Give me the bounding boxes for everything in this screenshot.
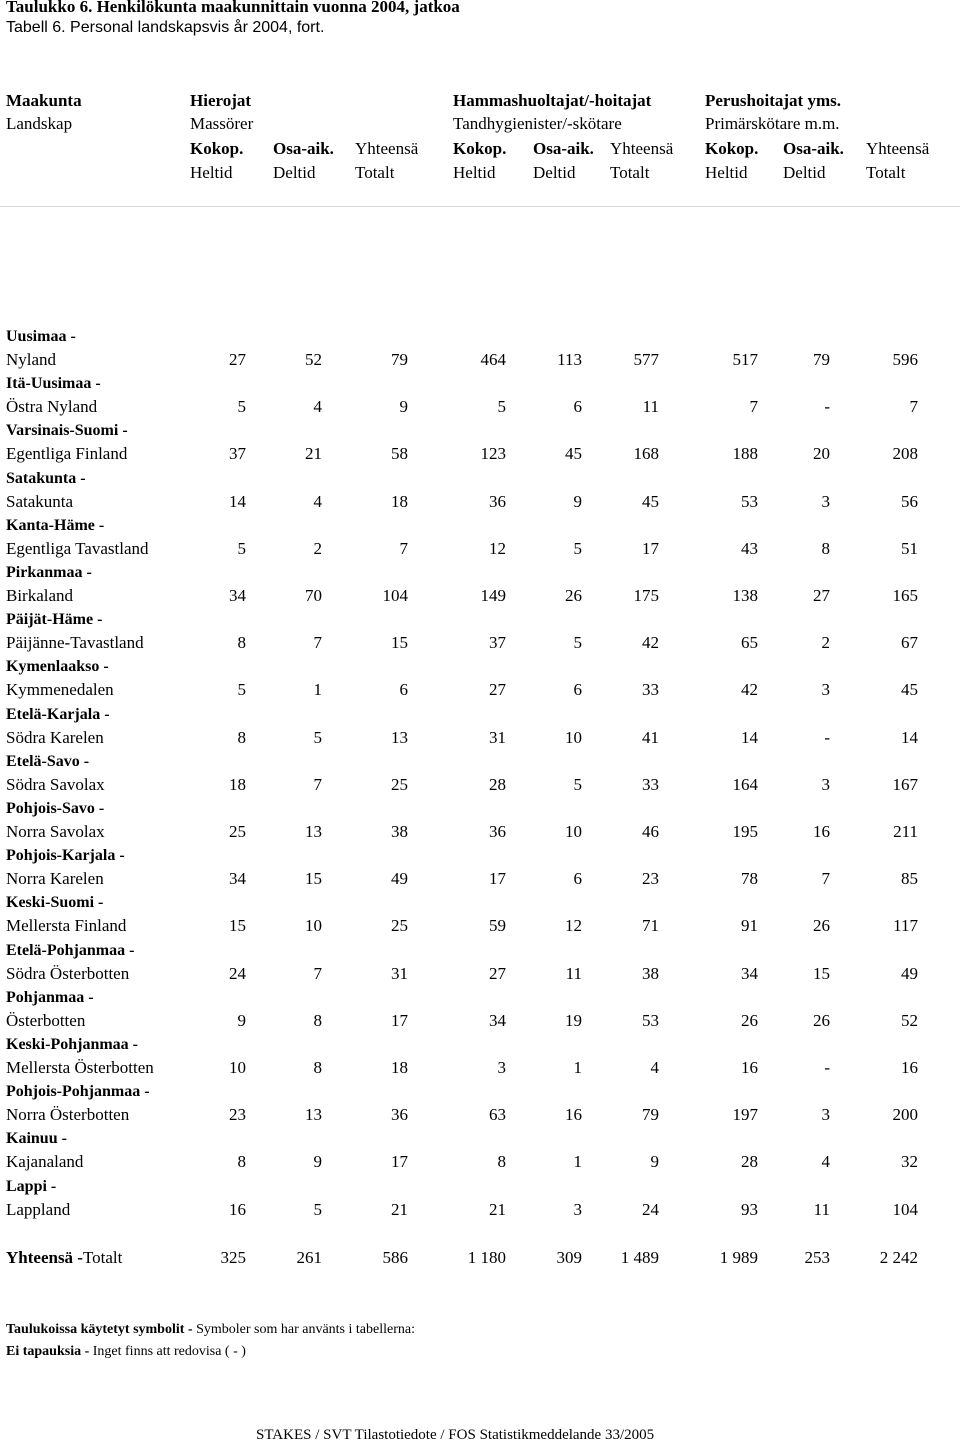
table-cell: 8 bbox=[237, 1152, 246, 1172]
region-name-fi: Pohjois-Pohjanmaa - bbox=[6, 1083, 150, 1101]
table-cell: 104 bbox=[382, 586, 408, 605]
table-cell: 8 bbox=[821, 538, 830, 558]
region-header-fi: Maakunta bbox=[6, 91, 82, 110]
region-name-sv: Lappland bbox=[6, 1199, 71, 1219]
table-cell: 165 bbox=[892, 586, 918, 605]
table-cell: 27 bbox=[813, 586, 830, 605]
footnote-symbols-sv: Symboler som har använts i tabellerna: bbox=[196, 1322, 415, 1337]
group-header-sv: Primärskötare m.m. bbox=[705, 114, 840, 133]
total-cell: 1 489 bbox=[620, 1248, 659, 1267]
table-cell: 4 bbox=[650, 1058, 659, 1077]
table-cell: 5 bbox=[237, 680, 246, 700]
region-name-fi: Pohjanmaa - bbox=[6, 988, 94, 1006]
table-cell: 52 bbox=[305, 350, 322, 369]
table-cell: 49 bbox=[901, 963, 918, 983]
table-cell: 78 bbox=[741, 869, 758, 889]
footnote-na-fi: Ei tapauksia - bbox=[6, 1344, 93, 1359]
table-cell: 7 bbox=[313, 633, 322, 653]
footnote-symbols-fi: Taulukoissa käytetyt symbolit - bbox=[6, 1322, 197, 1337]
table-cell: 28 bbox=[489, 774, 506, 794]
table-cell: 3 bbox=[497, 1058, 506, 1077]
table-cell: 14 bbox=[901, 727, 918, 747]
region-name-fi: Pohjois-Savo - bbox=[6, 800, 105, 817]
table-cell: 5 bbox=[573, 633, 582, 653]
table-cell: 34 bbox=[229, 586, 246, 605]
table-cell: 10 bbox=[565, 822, 582, 841]
table-cell: 167 bbox=[892, 774, 918, 794]
table-cell: 70 bbox=[305, 586, 322, 605]
table-cell: 8 bbox=[313, 1010, 322, 1030]
table-cell: 9 bbox=[313, 1152, 322, 1172]
table-cell: 188 bbox=[732, 444, 758, 464]
table-cell: 1 bbox=[573, 1152, 582, 1172]
total-cell: 309 bbox=[556, 1248, 582, 1267]
total-label bbox=[6, 1248, 122, 1268]
table-cell: 8 bbox=[237, 633, 246, 653]
subheader-fi: Kokop. bbox=[453, 139, 507, 158]
region-name-fi: Pohjois-Karjala - bbox=[6, 847, 125, 865]
table-cell: 85 bbox=[901, 869, 918, 889]
region-name-sv: Nyland bbox=[6, 350, 57, 369]
table-cell: 14 bbox=[229, 491, 246, 511]
region-name-fi: Itä-Uusimaa - bbox=[6, 375, 101, 393]
table-cell: 149 bbox=[480, 586, 506, 605]
table-cell: 7 bbox=[313, 963, 322, 983]
subheader-sv: Heltid bbox=[705, 163, 748, 182]
table-cell: 25 bbox=[391, 774, 408, 794]
table-cell: 59 bbox=[489, 916, 506, 936]
table-cell: 8 bbox=[313, 1058, 322, 1077]
subheader-fi: Yhteensä bbox=[355, 139, 419, 158]
table-cell: 9 bbox=[399, 397, 408, 417]
table-cell: 16 bbox=[901, 1058, 918, 1077]
subheader-fi: Yhteensä bbox=[610, 139, 674, 158]
table-cell: 53 bbox=[741, 491, 758, 511]
table-cell: 25 bbox=[229, 822, 246, 841]
region-name-sv: Egentliga Tavastland bbox=[6, 538, 149, 558]
table-cell: 12 bbox=[489, 538, 506, 558]
table-cell: 4 bbox=[313, 397, 322, 417]
table-cell: 18 bbox=[391, 491, 408, 511]
subheader-sv: Heltid bbox=[190, 163, 233, 182]
table-cell: 596 bbox=[892, 350, 918, 369]
total-cell: 325 bbox=[220, 1248, 246, 1267]
table-cell: 21 bbox=[305, 444, 322, 464]
table-cell: 15 bbox=[305, 869, 322, 889]
table-cell: 34 bbox=[489, 1010, 506, 1030]
subheader-sv: Totalt bbox=[610, 163, 650, 182]
table-cell: 168 bbox=[633, 444, 659, 464]
table-cell: 3 bbox=[821, 491, 830, 511]
table-cell: 13 bbox=[391, 727, 408, 747]
region-header-sv: Landskap bbox=[6, 114, 73, 133]
table-cell: 6 bbox=[399, 680, 408, 700]
table-cell: 5 bbox=[573, 774, 582, 794]
region-name-fi: Satakunta - bbox=[6, 469, 86, 487]
table-cell: 2 bbox=[313, 538, 322, 558]
table-cell: 52 bbox=[901, 1010, 918, 1030]
footnote-symbols bbox=[6, 1322, 415, 1338]
table-cell: - bbox=[824, 727, 830, 747]
region-name-sv: Kajanaland bbox=[6, 1152, 84, 1172]
table-cell: 8 bbox=[237, 727, 246, 747]
table-cell: 104 bbox=[892, 1199, 918, 1219]
table-cell: 195 bbox=[732, 822, 758, 841]
table-cell: 4 bbox=[821, 1152, 830, 1172]
table-cell: 38 bbox=[391, 822, 408, 841]
table-cell: 10 bbox=[229, 1058, 246, 1077]
group-header-fi: Hierojat bbox=[190, 91, 252, 110]
table-cell: 10 bbox=[305, 916, 322, 936]
table-cell: 138 bbox=[732, 586, 758, 605]
table-cell: 26 bbox=[565, 586, 582, 605]
table-cell: 16 bbox=[741, 1058, 758, 1077]
region-name-sv: Norra Savolax bbox=[6, 822, 105, 841]
table-cell: 24 bbox=[642, 1199, 659, 1219]
table-cell: 3 bbox=[821, 1105, 830, 1125]
table-cell: 10 bbox=[565, 727, 582, 747]
group-header-fi: Perushoitajat yms. bbox=[705, 91, 841, 110]
table-cell: 17 bbox=[489, 869, 506, 889]
table-cell: 25 bbox=[391, 916, 408, 936]
region-name-fi: Kanta-Häme - bbox=[6, 516, 105, 534]
table-cell: 2 bbox=[821, 633, 830, 653]
region-name-sv: Mellersta Finland bbox=[6, 916, 127, 936]
table-cell: 117 bbox=[893, 916, 918, 936]
table-cell: 36 bbox=[489, 491, 506, 511]
subheader-fi: Yhteensä bbox=[866, 139, 930, 158]
table-cell: 7 bbox=[821, 869, 830, 889]
table-cell: 11 bbox=[565, 963, 582, 983]
table-cell: 17 bbox=[391, 1152, 408, 1172]
table-cell: 5 bbox=[313, 1199, 322, 1219]
table-cell: 1 bbox=[313, 680, 322, 700]
table-cell: 1 bbox=[573, 1058, 582, 1077]
header-divider bbox=[0, 206, 960, 207]
table-cell: - bbox=[824, 397, 830, 417]
table-cell: 31 bbox=[391, 963, 408, 983]
region-name-fi: Varsinais-Suomi - bbox=[6, 422, 128, 440]
subheader-sv: Deltid bbox=[783, 163, 826, 182]
page-footer: STAKES / SVT Tilastotiedote / FOS Statistikmeddelande 33/2005 bbox=[256, 1427, 655, 1443]
subheader-fi: Kokop. bbox=[705, 139, 759, 158]
region-name-fi: Uusimaa - bbox=[6, 328, 76, 345]
region-name-fi: Etelä-Pohjanmaa - bbox=[6, 941, 135, 959]
table-cell: 63 bbox=[489, 1105, 506, 1125]
table-cell: 15 bbox=[813, 963, 830, 983]
table-cell: 36 bbox=[489, 822, 506, 841]
table-cell: 113 bbox=[557, 350, 582, 369]
table-cell: 16 bbox=[565, 1105, 582, 1125]
table-cell: 36 bbox=[391, 1105, 408, 1125]
table-cell: 464 bbox=[480, 350, 506, 369]
table-cell: 15 bbox=[229, 916, 246, 936]
table-cell: 56 bbox=[901, 491, 918, 511]
table-cell: 7 bbox=[399, 538, 408, 558]
table-cell: 9 bbox=[573, 491, 582, 511]
subheader-fi: Kokop. bbox=[190, 139, 244, 158]
table-cell: 42 bbox=[741, 680, 758, 700]
table-cell: 53 bbox=[642, 1010, 659, 1030]
region-name-fi: Etelä-Karjala - bbox=[6, 705, 110, 723]
table-cell: 19 bbox=[565, 1010, 582, 1030]
table-cell: 577 bbox=[633, 350, 659, 369]
table-cell: 16 bbox=[229, 1199, 246, 1219]
table-cell: 24 bbox=[229, 963, 246, 983]
region-name-sv: Birkaland bbox=[6, 586, 74, 605]
total-label-fi: Yhteensä - bbox=[6, 1248, 83, 1267]
table-cell: 38 bbox=[642, 963, 659, 983]
table-cell: 6 bbox=[573, 680, 582, 700]
region-name-sv: Norra Österbotten bbox=[6, 1105, 130, 1125]
total-label-sv: Totalt bbox=[82, 1248, 123, 1267]
table-cell: 13 bbox=[305, 1105, 322, 1125]
table-cell: 16 bbox=[813, 822, 830, 841]
region-name-sv: Norra Karelen bbox=[6, 869, 104, 889]
table-cell: 12 bbox=[565, 916, 582, 936]
table-cell: 41 bbox=[642, 727, 659, 747]
table-cell: 79 bbox=[391, 350, 408, 369]
table-cell: 91 bbox=[741, 916, 758, 936]
total-cell: 586 bbox=[382, 1248, 408, 1267]
table-cell: 67 bbox=[901, 633, 918, 653]
total-cell: 1 180 bbox=[467, 1248, 506, 1267]
region-name-sv: Södra Österbotten bbox=[6, 963, 130, 983]
table-cell: 26 bbox=[813, 1010, 830, 1030]
table-cell: 51 bbox=[901, 538, 918, 558]
total-cell: 1 989 bbox=[719, 1248, 758, 1267]
table-cell: 7 bbox=[313, 774, 322, 794]
table-cell: 208 bbox=[892, 444, 918, 464]
table-cell: 34 bbox=[741, 963, 758, 983]
table-cell: 34 bbox=[229, 869, 246, 889]
region-name-fi: Kainuu - bbox=[6, 1130, 67, 1148]
table-cell: 21 bbox=[391, 1199, 408, 1219]
table-cell: 3 bbox=[821, 680, 830, 700]
subheader-sv: Deltid bbox=[533, 163, 576, 182]
region-name-fi: Pirkanmaa - bbox=[6, 564, 92, 581]
table-cell: 6 bbox=[573, 869, 582, 889]
table-cell: 79 bbox=[813, 350, 830, 369]
table-cell: 7 bbox=[909, 397, 918, 417]
table-cell: 18 bbox=[229, 774, 246, 794]
subheader-fi: Osa-aik. bbox=[783, 139, 844, 158]
table-cell: 3 bbox=[821, 774, 830, 794]
region-name-sv: Egentliga Finland bbox=[6, 444, 128, 464]
table-cell: 23 bbox=[642, 869, 659, 889]
table-cell: 11 bbox=[642, 397, 659, 417]
region-name-fi: Keski-Suomi - bbox=[6, 894, 104, 912]
table-cell: 79 bbox=[642, 1105, 659, 1125]
region-name-sv: Kymmenedalen bbox=[6, 680, 114, 700]
region-name-sv: Satakunta bbox=[6, 491, 74, 511]
table-cell: 517 bbox=[732, 350, 758, 369]
footnote-na-sv: Inget finns att redovisa ( - ) bbox=[92, 1344, 246, 1359]
table-cell: 3 bbox=[573, 1199, 582, 1219]
table-title-sv: Tabell 6. Personal landskapsvis år 2004, fort. bbox=[6, 19, 325, 36]
region-name-sv: Östra Nyland bbox=[6, 397, 98, 417]
subheader-sv: Heltid bbox=[453, 163, 496, 182]
table-cell: 5 bbox=[237, 538, 246, 558]
group-header-sv: Tandhygienister/-skötare bbox=[453, 114, 622, 133]
table-cell: 197 bbox=[732, 1105, 758, 1125]
footnote-na bbox=[6, 1344, 246, 1360]
total-cell: 2 242 bbox=[879, 1248, 918, 1267]
table-cell: 26 bbox=[741, 1010, 758, 1030]
table-cell: 5 bbox=[497, 397, 506, 417]
table-cell: 5 bbox=[237, 397, 246, 417]
table-cell: 21 bbox=[489, 1199, 506, 1219]
total-cell: 261 bbox=[296, 1248, 322, 1267]
table-cell: 164 bbox=[732, 774, 758, 794]
table-cell: 37 bbox=[489, 633, 506, 653]
group-header-fi: Hammashuoltajat/-hoitajat bbox=[453, 91, 652, 110]
table-cell: 6 bbox=[573, 397, 582, 417]
table-cell: 46 bbox=[642, 822, 659, 841]
table-cell: 123 bbox=[480, 444, 506, 464]
table-cell: 42 bbox=[642, 633, 659, 653]
region-name-fi: Etelä-Savo - bbox=[6, 752, 90, 770]
table-cell: 4 bbox=[313, 491, 322, 511]
table-cell: 43 bbox=[741, 538, 758, 558]
region-name-sv: Österbotten bbox=[6, 1010, 86, 1030]
table-cell: 58 bbox=[391, 444, 408, 464]
table-cell: 37 bbox=[229, 444, 246, 464]
table-cell: 71 bbox=[642, 916, 659, 936]
table-cell: 200 bbox=[892, 1105, 918, 1125]
table-cell: 175 bbox=[633, 586, 659, 605]
region-name-sv: Päijänne-Tavastland bbox=[6, 633, 144, 653]
subheader-fi: Osa-aik. bbox=[273, 139, 334, 158]
table-cell: 5 bbox=[313, 727, 322, 747]
table-cell: 5 bbox=[573, 538, 582, 558]
table-cell: 27 bbox=[489, 963, 506, 983]
table-title-fi: Taulukko 6. Henkilökunta maakunnittain vuonna 2004, jatkoa bbox=[6, 0, 460, 16]
region-name-fi: Päijät-Häme - bbox=[6, 611, 103, 629]
table-cell: 27 bbox=[489, 680, 506, 700]
table-cell: 20 bbox=[813, 444, 830, 464]
table-cell: 13 bbox=[305, 822, 322, 841]
region-name-fi: Kymenlaakso - bbox=[6, 658, 109, 676]
table-cell: 65 bbox=[741, 633, 758, 653]
table-cell: 32 bbox=[901, 1152, 918, 1172]
region-name-sv: Mellersta Österbotten bbox=[6, 1058, 154, 1077]
subheader-sv: Totalt bbox=[355, 163, 395, 182]
table-cell: 33 bbox=[642, 774, 659, 794]
region-name-fi: Lappi - bbox=[6, 1177, 57, 1195]
region-name-fi: Keski-Pohjanmaa - bbox=[6, 1036, 138, 1053]
table-cell: 31 bbox=[489, 727, 506, 747]
table-cell: 26 bbox=[813, 916, 830, 936]
table-cell: 27 bbox=[229, 350, 246, 369]
table-cell: 18 bbox=[391, 1058, 408, 1077]
table-cell: 7 bbox=[749, 397, 758, 417]
table-cell: 11 bbox=[813, 1199, 830, 1219]
total-cell: 253 bbox=[804, 1248, 830, 1267]
table-cell: 15 bbox=[391, 633, 408, 653]
table-cell: 17 bbox=[642, 538, 659, 558]
table-cell: - bbox=[824, 1058, 830, 1077]
table-cell: 211 bbox=[893, 822, 918, 841]
subheader-sv: Totalt bbox=[866, 163, 906, 182]
table-cell: 45 bbox=[901, 680, 918, 700]
subheader-fi: Osa-aik. bbox=[533, 139, 594, 158]
table-cell: 49 bbox=[391, 869, 408, 889]
table-cell: 8 bbox=[497, 1152, 506, 1172]
table-cell: 14 bbox=[741, 727, 758, 747]
subheader-sv: Deltid bbox=[273, 163, 316, 182]
table-cell: 45 bbox=[642, 491, 659, 511]
table-cell: 45 bbox=[565, 444, 582, 464]
table-cell: 9 bbox=[650, 1152, 659, 1172]
group-header-sv: Massörer bbox=[190, 114, 254, 133]
table-cell: 33 bbox=[642, 680, 659, 700]
table-cell: 28 bbox=[741, 1152, 758, 1172]
region-name-sv: Södra Savolax bbox=[6, 774, 105, 794]
region-name-sv: Södra Karelen bbox=[6, 727, 104, 747]
table-cell: 9 bbox=[237, 1010, 246, 1030]
table-cell: 17 bbox=[391, 1010, 408, 1030]
table-cell: 23 bbox=[229, 1105, 246, 1125]
table-cell: 93 bbox=[741, 1199, 758, 1219]
